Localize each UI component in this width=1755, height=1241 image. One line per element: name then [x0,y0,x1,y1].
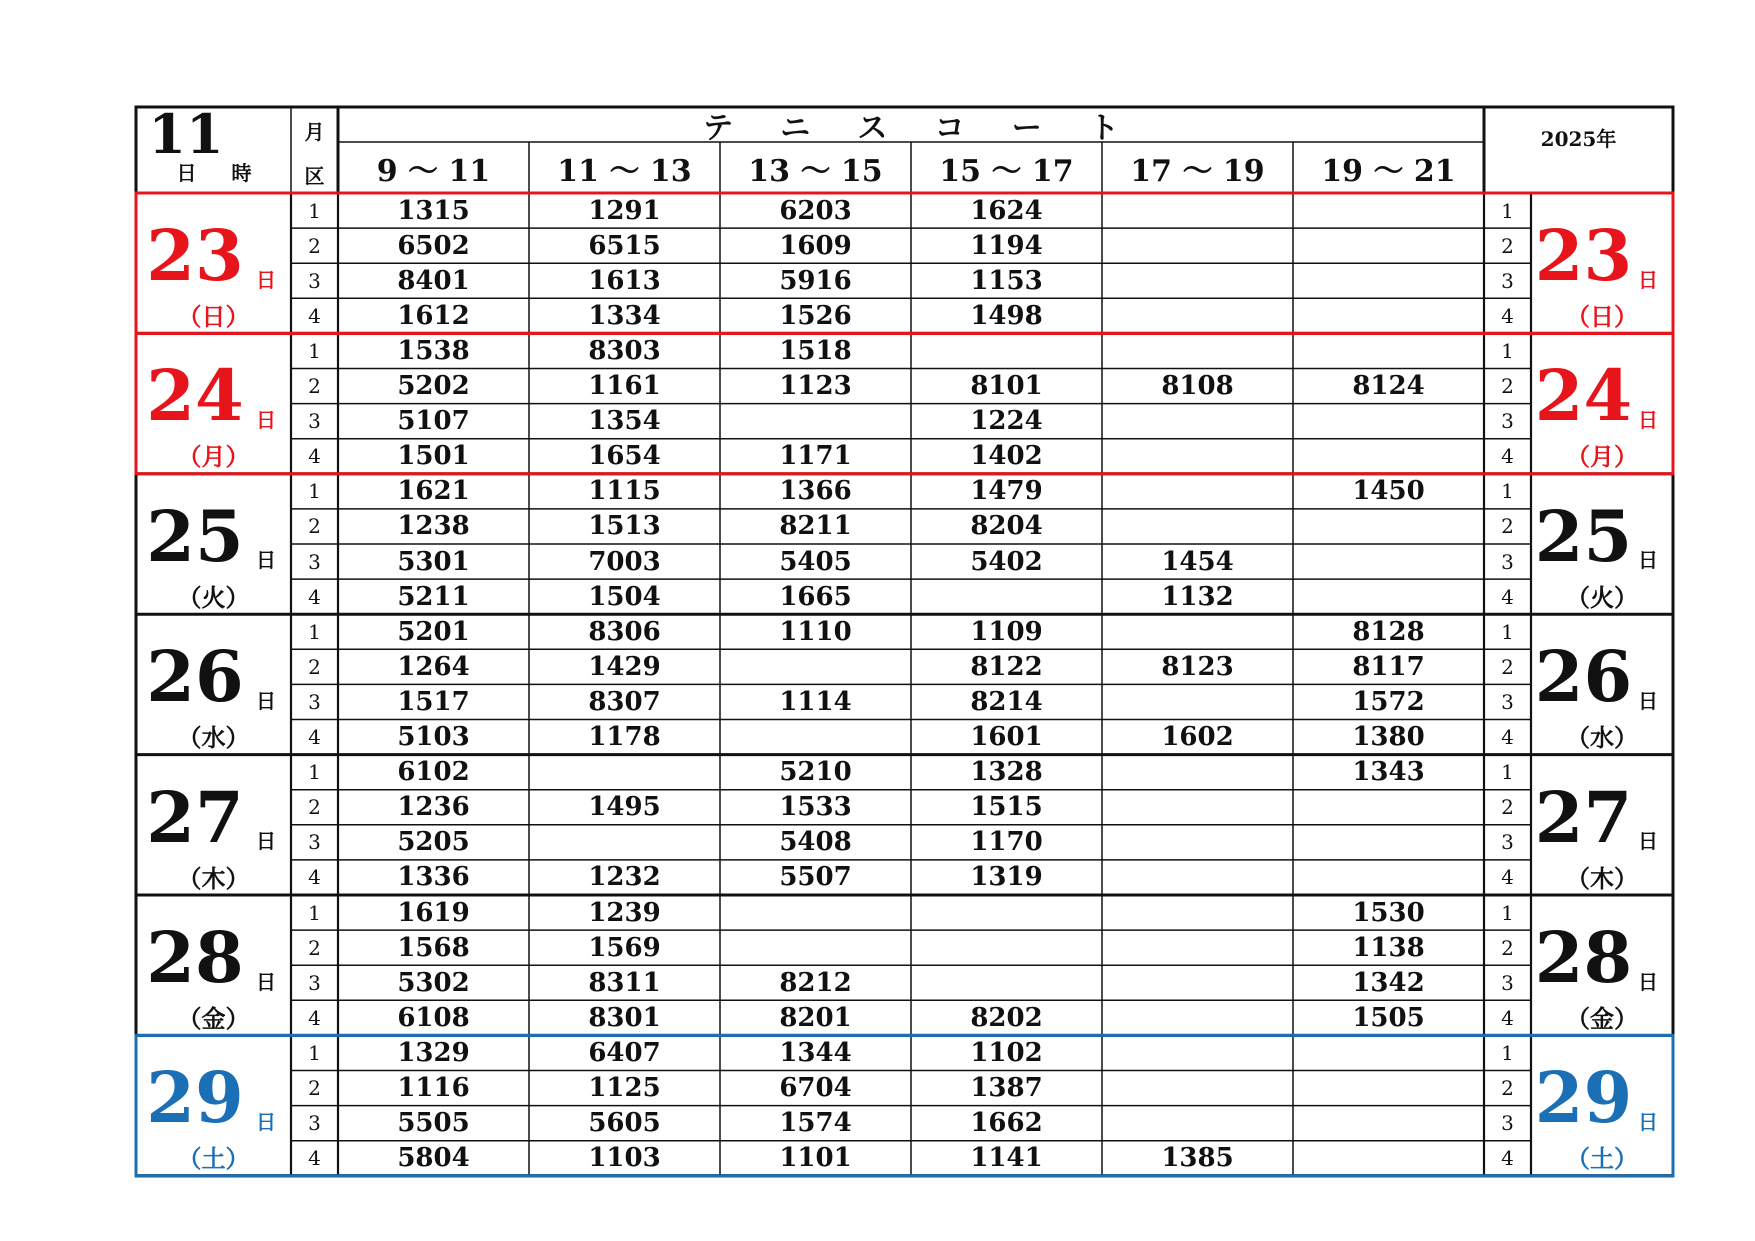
court-booking-cell: 1344 [779,1037,852,1068]
court-booking-cell [1293,404,1484,439]
court-booking-cell: 1568 [397,932,470,963]
ward-number-right: 2 [1501,514,1514,539]
ward-label: 区 [304,163,325,188]
day-of-week-left: （月） [177,442,250,472]
ward-number-left: 4 [308,584,321,609]
ward-number-right: 3 [1501,830,1514,855]
court-booking-cell [911,965,1102,1000]
court-booking-cell [911,333,1102,368]
court-booking-cell: 1569 [588,932,661,963]
court-booking-cell: 1238 [397,511,470,542]
court-booking-cell: 1342 [1352,967,1425,998]
ward-number-left: 4 [308,725,321,750]
day-suffix-left: 日 [256,1109,276,1134]
court-booking-cell: 1505 [1352,1002,1425,1033]
ward-number-right: 4 [1501,1005,1514,1030]
court-booking-cell: 1116 [397,1073,470,1104]
court-booking-cell [911,930,1102,965]
court-booking-cell: 1402 [970,441,1043,472]
court-booking-cell: 5302 [397,967,470,998]
court-booking-cell: 5107 [397,406,470,437]
court-booking-cell: 5211 [397,581,470,612]
ward-number-left: 4 [308,444,321,469]
ward-number-right: 4 [1501,584,1514,609]
day-of-week-right: （水） [1566,723,1638,753]
ward-number-left: 1 [308,760,321,785]
ward-number-left: 1 [308,479,321,504]
court-booking-cell: 5202 [397,371,470,402]
slot-header-0: 9 ～ 11 [376,153,491,189]
court-booking-cell: 5201 [397,616,470,647]
month-number: 11 [148,102,224,166]
court-booking-cell [1102,860,1293,895]
court-booking-cell: 1530 [1352,897,1425,928]
title-char-1: ニ [780,110,811,146]
court-booking-cell: 8311 [588,967,661,998]
court-booking-cell [1102,684,1293,719]
court-booking-cell: 1125 [588,1073,661,1104]
court-booking-cell: 5804 [397,1143,470,1174]
court-booking-cell: 1319 [970,862,1043,893]
court-booking-cell: 8401 [397,265,470,296]
court-booking-cell [1293,439,1484,474]
ward-number-right: 1 [1501,619,1514,644]
court-booking-cell: 1110 [779,616,852,647]
court-booking-cell: 1366 [779,476,852,507]
court-booking-cell: 8108 [1161,371,1234,402]
court-booking-cell: 1141 [970,1143,1043,1174]
ward-number-left: 2 [308,654,321,679]
court-booking-cell: 5405 [779,546,852,577]
day-number-right: 26 [1534,635,1633,719]
court-booking-cell: 1518 [779,335,852,366]
court-booking-cell: 1621 [397,476,470,507]
day-of-week-left: （木） [177,863,250,893]
court-booking-cell: 1387 [970,1073,1043,1104]
court-booking-cell: 8101 [970,371,1043,402]
court-booking-cell: 1662 [970,1108,1043,1139]
court-booking-cell: 1161 [588,371,661,402]
day-number-right: 28 [1534,916,1633,999]
court-booking-cell [1102,474,1293,509]
court-booking-cell [529,825,720,860]
ward-number-left: 3 [308,268,321,293]
court-booking-cell: 1624 [970,195,1043,226]
day-number-left: 24 [146,354,244,438]
court-booking-cell: 1665 [779,581,852,612]
court-booking-cell: 8201 [779,1002,852,1033]
court-booking-cell: 5605 [588,1108,661,1139]
ward-number-right: 1 [1501,1040,1514,1065]
court-booking-cell [1102,333,1293,368]
ward-number-left: 1 [308,900,321,925]
court-booking-cell: 7003 [588,546,661,577]
ward-number-right: 2 [1501,1076,1514,1101]
court-booking-cell: 1315 [397,195,470,226]
court-booking-cell: 5505 [397,1108,470,1139]
court-booking-cell: 1354 [588,406,661,437]
court-booking-cell [1102,895,1293,930]
court-booking-cell: 6502 [397,230,470,261]
ward-number-left: 2 [308,374,321,399]
day-of-week-right: （月） [1566,442,1638,472]
court-booking-cell: 1329 [397,1037,470,1068]
court-booking-cell [1102,509,1293,544]
court-booking-cell [720,720,911,755]
court-booking-cell [720,930,911,965]
day-number-left: 26 [146,635,244,719]
court-booking-cell [1102,790,1293,825]
day-number-left: 28 [146,916,244,999]
court-booking-cell [1102,1035,1293,1070]
day-of-week-left: （火） [177,582,250,612]
court-booking-cell: 1380 [1352,722,1425,753]
tennis-court-schedule [136,102,1673,1179]
day-suffix-right: 日 [1638,688,1658,713]
court-booking-cell: 8202 [970,1002,1043,1033]
court-booking-cell [1293,1141,1484,1176]
day-suffix-right: 日 [1638,407,1658,432]
court-booking-cell [1293,509,1484,544]
court-booking-cell: 1178 [588,722,661,753]
court-booking-cell: 5408 [779,827,852,858]
court-booking-cell: 8307 [588,686,661,717]
date-time-label: 日 時 [176,160,266,185]
court-booking-cell: 1479 [970,476,1043,507]
court-booking-cell: 1613 [588,265,661,296]
day-suffix-right: 日 [1638,1109,1658,1134]
court-booking-cell [1102,404,1293,439]
day-of-week-right: （土） [1566,1144,1638,1174]
title-char-4: ー [1011,110,1042,146]
court-booking-cell [1102,228,1293,263]
court-booking-cell [1293,263,1484,298]
ward-number-left: 2 [308,233,321,258]
day-number-right: 23 [1534,214,1633,297]
day-suffix-left: 日 [256,829,276,854]
court-booking-cell: 1194 [970,230,1043,261]
court-booking-cell: 1498 [970,300,1043,331]
day-suffix-left: 日 [256,407,276,432]
court-booking-cell [1293,790,1484,825]
day-of-week-right: （日） [1566,301,1638,331]
court-booking-cell: 6515 [588,230,661,261]
ward-number-left: 4 [308,865,321,890]
day-of-week-right: （火） [1566,582,1638,612]
court-booking-cell: 8128 [1352,616,1425,647]
court-booking-cell: 1654 [588,441,661,472]
court-booking-cell: 1236 [397,792,470,823]
day-of-week-left: （水） [177,723,250,753]
court-booking-cell: 1515 [970,792,1043,823]
ward-number-left: 3 [308,549,321,574]
day-of-week-left: （日） [177,301,250,331]
day-suffix-left: 日 [256,969,276,994]
court-booking-cell: 1264 [397,651,470,682]
court-booking-cell [1102,193,1293,228]
court-booking-cell: 1501 [397,441,470,472]
court-booking-cell: 5205 [397,827,470,858]
court-booking-cell [911,579,1102,614]
court-booking-cell: 1450 [1352,476,1425,507]
court-booking-cell: 8211 [779,511,852,542]
day-number-right: 25 [1534,494,1633,578]
slot-header-2: 13 ～ 15 [748,153,883,189]
court-booking-cell [1293,228,1484,263]
ward-number-right: 1 [1501,198,1514,223]
court-booking-cell: 8122 [970,651,1043,682]
court-booking-cell: 8204 [970,511,1043,542]
day-of-week-right: （金） [1566,1003,1638,1033]
court-booking-cell [1102,298,1293,333]
court-booking-cell: 1574 [779,1108,852,1139]
court-booking-cell [1293,825,1484,860]
day-number-left: 29 [146,1056,244,1140]
ward-number-left: 2 [308,935,321,960]
ward-number-right: 3 [1501,689,1514,714]
court-booking-cell [911,895,1102,930]
court-booking-cell: 1336 [397,862,470,893]
court-booking-cell: 1538 [397,335,470,366]
ward-number-right: 1 [1501,900,1514,925]
court-booking-cell: 1109 [970,616,1043,647]
ward-number-left: 3 [308,409,321,434]
day-suffix-left: 日 [256,548,276,573]
court-booking-cell: 1495 [588,792,661,823]
court-booking-cell: 1609 [779,230,852,261]
court-booking-cell: 1328 [970,757,1043,788]
day-number-right: 27 [1534,775,1633,859]
ward-number-right: 1 [1501,760,1514,785]
court-booking-cell [1293,333,1484,368]
court-booking-cell [1102,1000,1293,1035]
ward-number-right: 1 [1501,338,1514,363]
ward-number-left: 2 [308,1076,321,1101]
ward-number-right: 3 [1501,549,1514,574]
day-number-left: 23 [146,214,244,297]
court-booking-cell: 5507 [779,862,852,893]
ward-number-right: 1 [1501,479,1514,504]
title-char-2: ス [857,110,888,146]
court-booking-cell: 8123 [1161,651,1234,682]
court-booking-cell: 6407 [588,1037,661,1068]
court-booking-cell [720,404,911,439]
court-booking-cell [1293,1071,1484,1106]
day-suffix-left: 日 [256,688,276,713]
ward-number-right: 3 [1501,409,1514,434]
ward-number-right: 4 [1501,444,1514,469]
court-booking-cell: 1291 [588,195,661,226]
ward-number-right: 4 [1501,303,1514,328]
court-booking-cell [529,755,720,790]
court-booking-cell [1293,1035,1484,1070]
court-booking-cell: 1513 [588,511,661,542]
court-booking-cell: 6203 [779,195,852,226]
ward-number-right: 2 [1501,233,1514,258]
court-booking-cell [1293,193,1484,228]
court-booking-cell: 1132 [1161,581,1234,612]
court-booking-cell: 1115 [588,476,661,507]
year-label: 2025年 [1540,126,1617,151]
court-booking-cell [1102,755,1293,790]
court-booking-cell [1293,579,1484,614]
court-booking-cell: 8306 [588,616,661,647]
court-booking-cell [1102,1106,1293,1141]
court-booking-cell: 8303 [588,335,661,366]
ward-number-left: 3 [308,830,321,855]
court-booking-cell [1102,439,1293,474]
court-booking-cell [720,649,911,684]
ward-number-left: 1 [308,338,321,363]
court-booking-cell: 8124 [1352,371,1425,402]
day-number-left: 25 [146,494,244,578]
slot-header-3: 15 ～ 17 [939,153,1074,189]
court-booking-cell: 1123 [779,371,852,402]
court-booking-cell: 6108 [397,1002,470,1033]
day-suffix-right: 日 [1638,267,1658,292]
ward-number-right: 3 [1501,268,1514,293]
slot-header-1: 11 ～ 13 [557,153,692,189]
court-booking-cell [720,895,911,930]
court-booking-cell: 8301 [588,1002,661,1033]
court-booking-cell: 1334 [588,300,661,331]
ward-number-right: 3 [1501,970,1514,995]
ward-number-right: 2 [1501,795,1514,820]
ward-number-right: 3 [1501,1111,1514,1136]
court-booking-cell: 6102 [397,757,470,788]
day-suffix-right: 日 [1638,548,1658,573]
slot-header-4: 17 ～ 19 [1130,153,1265,189]
title-char-3: コ [934,110,965,146]
court-booking-cell [1102,263,1293,298]
court-booking-cell: 1171 [779,441,852,472]
day-number-left: 27 [146,775,244,859]
court-booking-cell: 6704 [779,1073,852,1104]
court-booking-cell: 1138 [1352,932,1425,963]
ward-number-right: 4 [1501,865,1514,890]
ward-number-left: 3 [308,689,321,714]
court-booking-cell [1293,544,1484,579]
ward-number-left: 1 [308,1040,321,1065]
ward-number-right: 2 [1501,374,1514,399]
court-booking-cell [1102,930,1293,965]
court-booking-cell: 1239 [588,897,661,928]
title-char-0: テ [703,110,733,146]
court-booking-cell [1102,825,1293,860]
court-booking-cell: 1602 [1161,722,1234,753]
court-booking-cell: 1224 [970,406,1043,437]
court-booking-cell: 5402 [970,546,1043,577]
title-char-5: ト [1089,110,1119,146]
day-of-week-left: （土） [177,1144,250,1174]
court-booking-cell [1102,614,1293,649]
court-booking-cell: 1103 [588,1143,661,1174]
ward-number-left: 2 [308,795,321,820]
court-booking-cell: 1533 [779,792,852,823]
court-booking-cell: 8117 [1352,651,1425,682]
ward-number-left: 4 [308,1146,321,1171]
day-of-week-left: （金） [177,1003,250,1033]
court-booking-cell [1293,860,1484,895]
day-number-right: 29 [1534,1056,1633,1140]
day-suffix-right: 日 [1638,969,1658,994]
ward-number-left: 1 [308,198,321,223]
court-booking-cell: 1343 [1352,757,1425,788]
court-booking-cell [1102,965,1293,1000]
court-booking-cell: 1601 [970,722,1043,753]
ward-number-right: 2 [1501,654,1514,679]
court-booking-cell [1293,298,1484,333]
slot-header-5: 19 ～ 21 [1321,153,1456,189]
court-booking-cell: 1526 [779,300,852,331]
court-booking-cell: 1619 [397,897,470,928]
ward-number-left: 1 [308,619,321,644]
court-booking-cell: 5210 [779,757,852,788]
ward-number-left: 4 [308,1005,321,1030]
court-booking-cell: 5301 [397,546,470,577]
court-booking-cell: 5916 [779,265,852,296]
court-booking-cell: 1102 [970,1037,1043,1068]
ward-number-left: 4 [308,303,321,328]
court-booking-cell: 1170 [970,827,1043,858]
court-booking-cell: 1572 [1352,686,1425,717]
ward-number-right: 2 [1501,935,1514,960]
court-booking-cell: 1385 [1161,1143,1234,1174]
day-of-week-right: （木） [1566,863,1638,893]
day-suffix-right: 日 [1638,829,1658,854]
court-booking-cell: 5103 [397,722,470,753]
court-booking-cell: 1517 [397,686,470,717]
court-booking-cell: 8212 [779,967,852,998]
court-booking-cell: 1232 [588,862,661,893]
court-booking-cell: 1612 [397,300,470,331]
ward-number-left: 2 [308,514,321,539]
day-number-right: 24 [1534,354,1633,438]
court-booking-cell: 8214 [970,686,1043,717]
court-booking-cell: 1114 [779,686,852,717]
court-booking-cell: 1504 [588,581,661,612]
court-booking-cell: 1454 [1161,546,1234,577]
court-booking-cell [1293,1106,1484,1141]
ward-number-right: 4 [1501,725,1514,750]
month-label: 月 [304,119,325,144]
court-booking-cell: 1101 [779,1143,852,1174]
ward-number-right: 4 [1501,1146,1514,1171]
day-suffix-left: 日 [256,267,276,292]
ward-number-left: 3 [308,970,321,995]
court-booking-cell: 1429 [588,651,661,682]
court-booking-cell [1102,1071,1293,1106]
ward-number-left: 3 [308,1111,321,1136]
court-booking-cell: 1153 [970,265,1043,296]
